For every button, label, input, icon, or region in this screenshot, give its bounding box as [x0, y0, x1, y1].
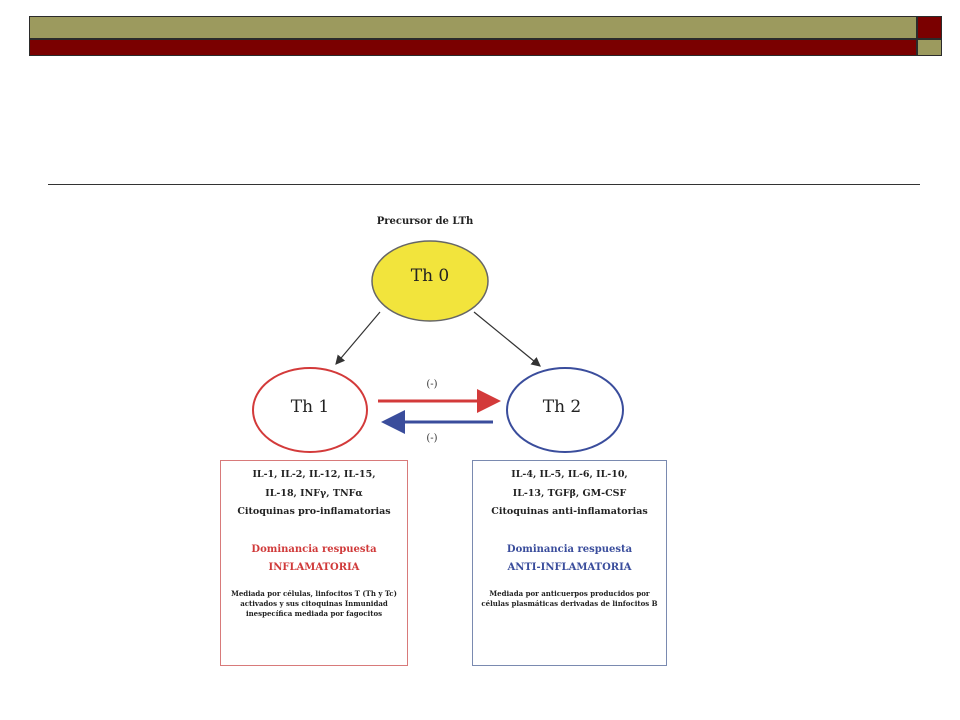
th2-info-box — [472, 460, 667, 666]
th0-label: Th 0 — [410, 266, 450, 286]
arrow-th0-to-th1 — [336, 312, 380, 364]
arrow-th0-to-th2 — [474, 312, 540, 366]
th2-dominance-line1: Dominancia respuesta — [506, 544, 633, 555]
th2-cytokines — [473, 465, 666, 503]
precursor-label: Precursor de LTh — [376, 216, 474, 227]
th2-category: Citoquinas anti-inflamatorias — [491, 506, 648, 517]
th2-dominance-line2: ANTI-INFLAMATORIA — [507, 562, 632, 573]
th2-mediation: Mediada por anticuerpos producidos por células plasmáticas derivadas de linfocitos B — [481, 589, 658, 608]
th1-label: Th 1 — [290, 397, 330, 417]
th1-cytokines — [221, 465, 407, 503]
th1-category: Citoquinas pro-inflamatorias — [237, 506, 391, 517]
th1-cytokines-line1: IL-1, IL-2, IL-12, IL-15, — [252, 469, 376, 480]
th2-dominance — [473, 541, 666, 577]
th1-cytokines-line2: IL-18, INFγ, TNFα — [265, 488, 363, 499]
th1-info-box — [220, 460, 408, 666]
th1-dominance-line2: INFLAMATORIA — [268, 562, 360, 573]
inhibition-sign-bottom: (-) — [426, 433, 438, 444]
th2-cytokines-line1: IL-4, IL-5, IL-6, IL-10, — [511, 469, 628, 480]
inhibition-sign-top: (-) — [426, 379, 438, 390]
th2-cytokines-line2: IL-13, TGFβ, GM-CSF — [512, 488, 627, 499]
th1-mediation: Mediada por células, linfocitos T (Th y Tc) activados y sus citoquinas Inmunidad inespecífica mediada por fagocitos — [231, 589, 397, 618]
th2-label: Th 2 — [542, 397, 582, 417]
th1-dominance-line1: Dominancia respuesta — [251, 544, 377, 555]
th1-dominance — [221, 541, 407, 577]
